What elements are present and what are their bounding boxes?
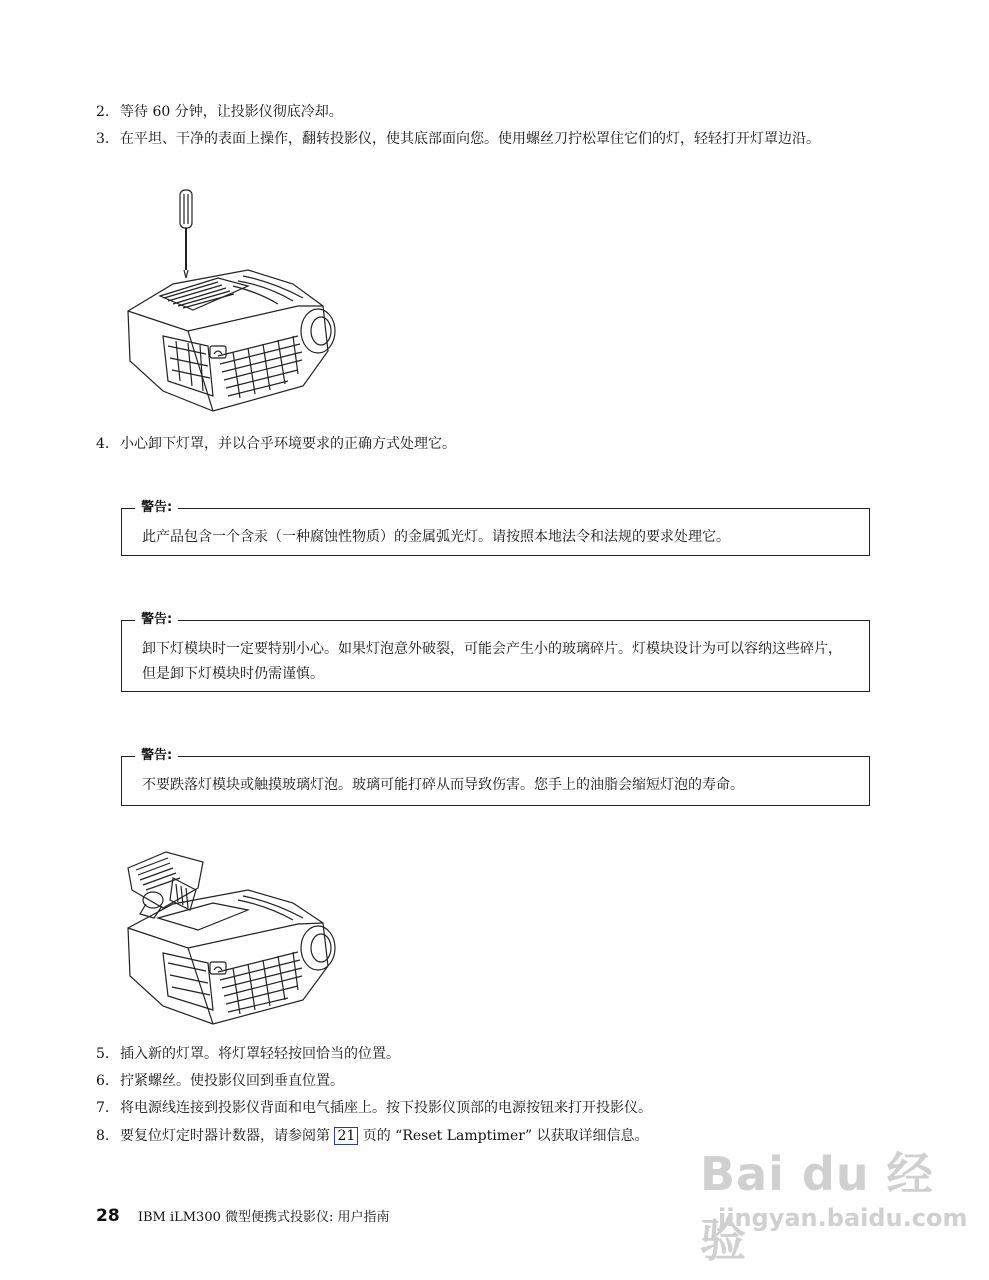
step-text-after: 页的 “Reset Lamptimer” 以获取详细信息。: [362, 1128, 649, 1144]
warning-text: 卸下灯模块时一定要特别小心。如果灯泡意外破裂，可能会产生小的玻璃碎片。灯模块设计为可以容纳这些碎片，但是卸下灯模块时仍需谨慎。: [142, 641, 842, 682]
step-number: 4.: [96, 436, 110, 452]
step-4: [96, 432, 876, 456]
step-number: 3.: [96, 131, 110, 147]
step-text: 小心卸下灯罩，并以合乎环境要求的正确方式处理它。: [120, 436, 456, 452]
step-2: [96, 100, 876, 124]
warning-text: 不要跌落灯模块或触摸玻璃灯泡。玻璃可能打碎从而导致伤害。您手上的油脂会缩短灯泡的寿命。: [142, 777, 744, 793]
warning-box: [121, 612, 870, 692]
projector-screwdriver-illustration: [118, 186, 348, 416]
warning-box: [121, 500, 870, 556]
warning-title: 警告:: [135, 611, 178, 629]
baidu-watermark: [700, 1138, 968, 1267]
lamp-module: [128, 852, 203, 908]
page-footer: [96, 1206, 390, 1226]
step-text: 将电源线连接到投影仪背面和电气插座上。按下投影仪顶部的电源按钮来打开投影仪。: [120, 1100, 652, 1116]
step-number: 8.: [96, 1128, 110, 1144]
step-text: 拧紧螺丝。使投影仪回到垂直位置。: [120, 1073, 344, 1089]
screwdriver-handle: [180, 190, 192, 228]
projector-lamp-module-illustration: [118, 848, 348, 1028]
warning-box: [121, 748, 870, 806]
document-title: IBM iLM300 微型便携式投影仪: 用户指南: [137, 1210, 390, 1225]
warning-title: 警告:: [135, 499, 178, 517]
step-3: [96, 127, 876, 151]
step-text: 在平坦、干净的表面上操作，翻转投影仪，使其底部面向您。使用螺丝刀拧松罩住它们的灯，轻轻打开灯罩边沿。: [120, 131, 820, 147]
page-link[interactable]: 21: [334, 1127, 358, 1145]
watermark-brand: Bai du 经验: [700, 1147, 934, 1267]
step-text-before: 要复位灯定时器计数器，请参阅第: [120, 1128, 330, 1144]
step-7: [96, 1096, 876, 1120]
warning-text: 此产品包含一个含汞（一种腐蚀性物质）的金属弧光灯。请按照本地法令和法规的要求处理它。: [142, 529, 730, 545]
step-number: 5.: [96, 1046, 110, 1062]
warning-title: 警告:: [135, 747, 178, 765]
step-number: 6.: [96, 1073, 110, 1089]
step-text: 插入新的灯罩。将灯罩轻轻按回恰当的位置。: [120, 1046, 400, 1062]
watermark-url: jingyan.baidu.com: [718, 1204, 968, 1232]
step-5: [96, 1042, 876, 1066]
step-number: 7.: [96, 1100, 110, 1116]
page-number: 28: [96, 1206, 120, 1226]
step-6: [96, 1069, 876, 1093]
step-number: 2.: [96, 104, 110, 120]
step-text: 等待 60 分钟，让投影仪彻底冷却。: [120, 104, 343, 120]
